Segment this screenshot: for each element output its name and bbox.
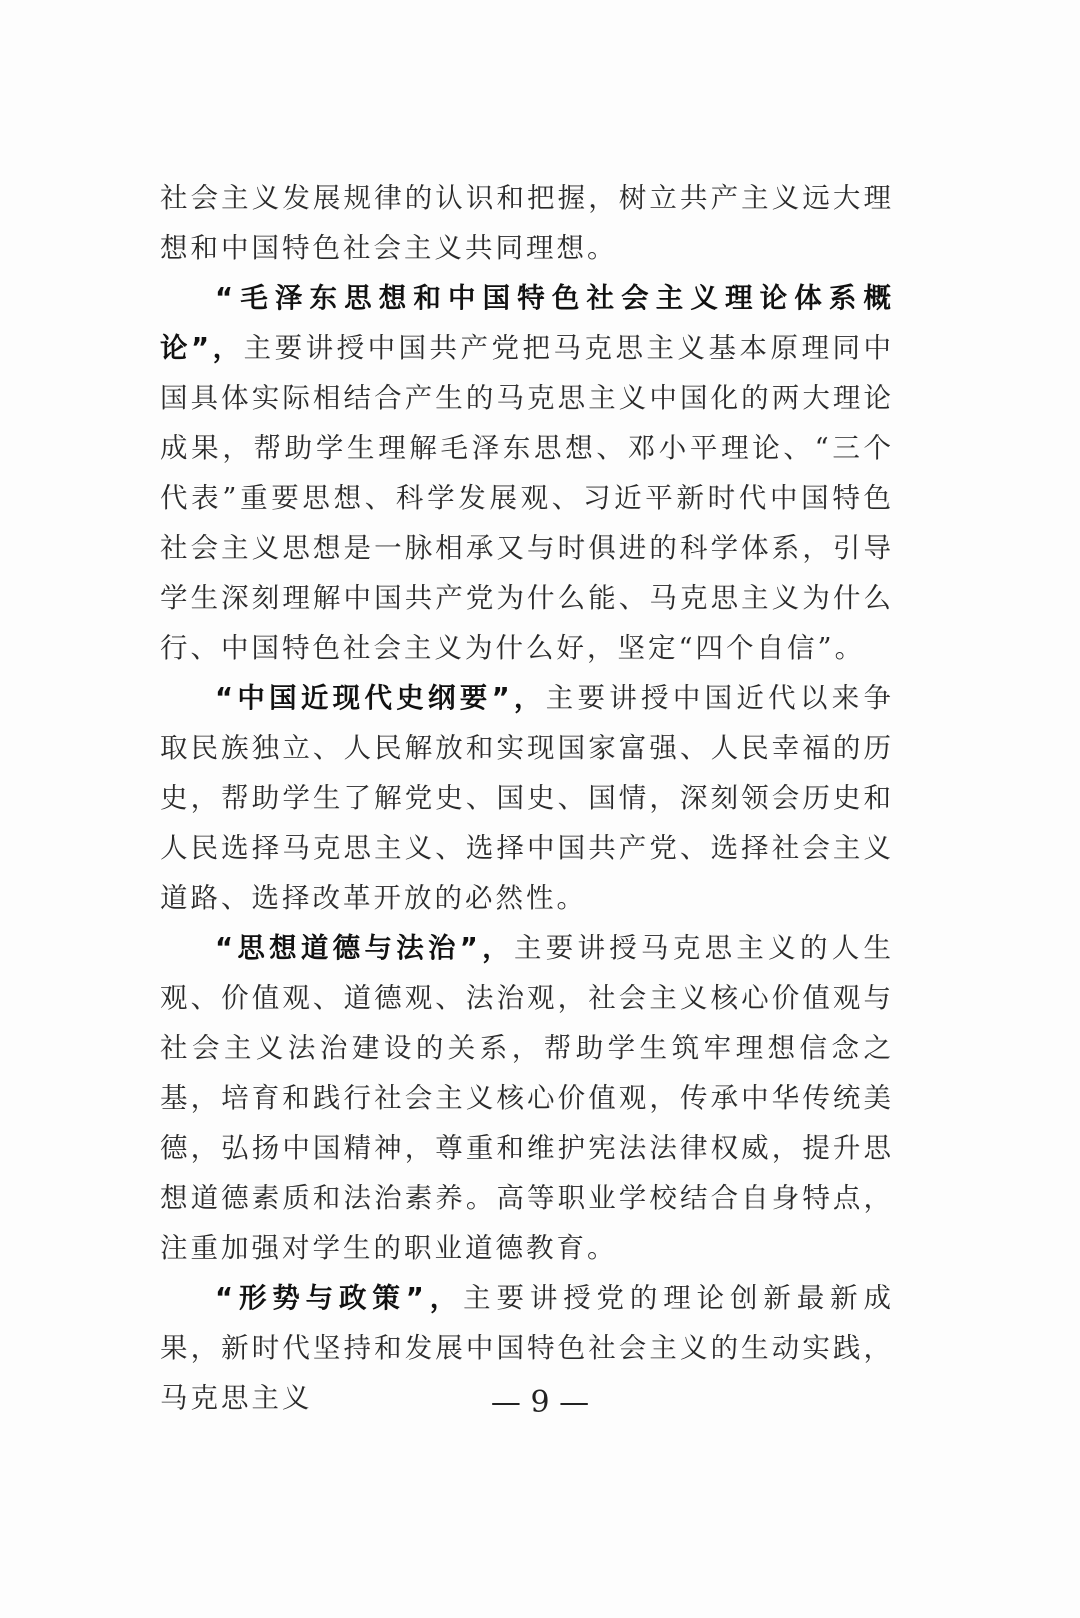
- paragraph-5-text: 主要讲授党的理论创新最新成果，新时代坚持和发展中国特色社会主义的生动实践，马克思主义: [160, 1282, 894, 1414]
- paragraph-3-text: 主要讲授中国近代以来争取民族独立、人民解放和实现国家富强、人民幸福的历史，帮助学生了解党史、国史、国情，深刻领会历史和人民选择马克思主义、选择中国共产党、选择社会主义道路、选择改革开放的必然性。: [160, 682, 895, 914]
- paragraph-2-title: “毛泽东思想和中国特色社会主义理论体系概论”，: [160, 282, 894, 364]
- paragraph-3-title: “中国近现代史纲要”，: [215, 682, 546, 714]
- paragraph-4: [160, 923, 894, 1273]
- paragraph-5-title: “形势与政策”，: [215, 1282, 464, 1314]
- paragraph-4-text: 主要讲授马克思主义的人生观、价值观、道德观、法治观，社会主义核心价值观与社会主义法治建设的关系，帮助学生筑牢理想信念之基，培育和践行社会主义核心价值观，传承中华传统美德，弘扬中国精神，尊重和维护宪法法律权威，提升思想道德素质和法治素养。高等职业学校结合自身特点，注重加强对学生的职业道德教育。: [160, 932, 894, 1264]
- paragraph-2: [160, 273, 894, 673]
- paragraph-1-text: 社会主义发展规律的认识和把握，树立共产主义远大理想和中国特色社会主义共同理想。: [160, 182, 894, 264]
- document-body: [160, 173, 894, 1423]
- page-number: — 9 —: [490, 1385, 590, 1420]
- paragraph-3: [160, 673, 894, 923]
- paragraph-1: [160, 173, 894, 273]
- paragraph-4-title: “思想道德与法治”，: [215, 932, 514, 964]
- paragraph-2-text: 主要讲授中国共产党把马克思主义基本原理同中国具体实际相结合产生的马克思主义中国化的两大理论成果，帮助学生理解毛泽东思想、邓小平理论、“三个代表”重要思想、科学发展观、习近平新时代中国特色社会主义思想是一脉相承又与时俱进的科学体系，引导学生深刻理解中国共产党为什么能、马克思主义为什么行、中国特色社会主义为什么好，坚定“四个自信”。: [160, 332, 895, 664]
